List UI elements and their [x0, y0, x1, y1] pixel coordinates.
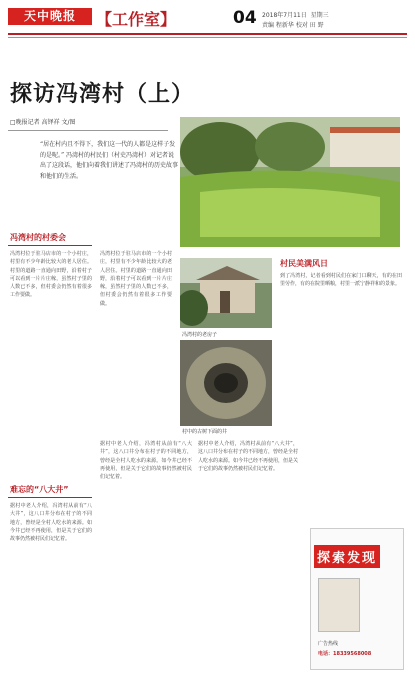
advert-banner: 探索发现: [314, 545, 380, 568]
section-text-village-life: 到了冯湾村，记者看到村民们在家门口聊天，有的在田里劳作，有的在院里晒粮，村里一派宁静祥和的景象。: [280, 273, 402, 288]
byline: □晚报记者 高铎祥 文/图: [10, 119, 76, 126]
section-rule: [8, 245, 92, 246]
section-rule-2: [8, 497, 92, 498]
advert-phone: 电话：18339568008: [318, 651, 372, 657]
section-text-village-committee: 冯湾村位于驻马店市的一个小村庄，村里有不少年龄比较大的老人居住。村里的道路一直通向田野，沿着村子可以看到一片片庄稼，虽然村子里的人数已不多，但村委会仍然有着很多工作要做。: [10, 251, 92, 299]
advert-person-photo: [318, 578, 360, 632]
section-title-eight-wells: 难忘的“八大井”: [10, 485, 69, 494]
section-text-eight-wells-col3: 据村中老人介绍，冯湾村从前有“八大井”，这八口井分布在村子的不同地方，曾经是全村人吃水的来源。如今井已经不再使用，但是关于它们的故事仍然被村民们记忆着。: [198, 441, 298, 472]
pond-photo: [180, 117, 400, 247]
masthead-divider-thin: [8, 37, 407, 38]
section-title-village-committee: 冯湾村的村委会: [10, 233, 66, 242]
editor-line: 责编 程新华 校对 田 野: [262, 22, 324, 29]
newspaper-logo: 天中晚报: [8, 8, 92, 25]
issue-date: 2018年7月11日 星期三: [262, 12, 329, 19]
old-house-photo: [180, 258, 272, 328]
masthead-divider: [8, 33, 407, 35]
advert-label: 广告热线: [318, 641, 339, 647]
page-number: 04: [233, 8, 257, 28]
photo-caption-old-house: 冯湾村的老房子: [182, 332, 218, 338]
photo-caption-well: 村中的古树下面的井: [182, 429, 228, 435]
article-headline: 探访冯湾村（上）: [10, 82, 195, 107]
headline-rule: [8, 130, 168, 131]
middle-column-text: 冯湾村位于驻马店市的一个小村庄，村里有不少年龄比较大的老人居住。村里的道路一直通向田野，沿着村子可以看到一片片庄稼，虽然村子里的人数已不多，但村委会仍然有着很多工作要做。: [100, 251, 172, 307]
section-text-eight-wells-col1: 据村中老人介绍，冯湾村从前有“八大井”，这八口井分布在村子的不同地方，曾经是全村人吃水的来源。如今井已经不再使用，但是关于它们的故事仍然被村民们记忆着。: [10, 503, 92, 543]
section-text-eight-wells-col2: 据村中老人介绍，冯湾村从前有“八大井”，这八口井分布在村子的不同地方，曾经是全村人吃水的来源。如今井已经不再使用，但是关于它们的故事仍然被村民们记忆着。: [100, 441, 192, 481]
section-title-village-life: 村民美满风日: [280, 259, 328, 268]
lead-paragraph: “居在村内且不得下，我们这一代的人都是这样子发的是呢。” 冯湾村的村民们（村史冯湾村）对记者说出了这段话，他们向着我们讲述了冯湾村的历史故事和他们的生活。: [40, 141, 179, 180]
well-photo: [180, 340, 272, 426]
section-name: 【工作室】: [96, 10, 177, 29]
